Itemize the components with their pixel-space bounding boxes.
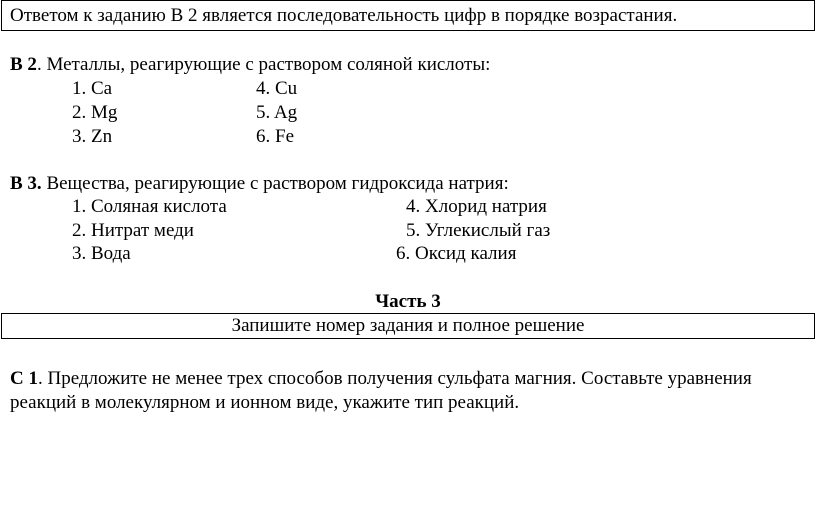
b2-option-6: 6. Fe [256,126,294,147]
c1-text-1: . Предложите не менее трех способов получения сульфата магния. Составьте уравнения [37,368,752,389]
b3-label: В 3. [10,173,42,194]
c1-label: С 1 [10,368,38,389]
b2-option-2: 2. Mg [72,102,118,123]
b3-option-4: 4. Хлорид натрия [406,196,547,217]
part3-box-text: Запишите номер задания и полное решение [231,315,585,336]
b2-option-3: 3. Zn [72,126,113,147]
b2-question-text: . Металлы, реагирующие с раствором соляной кислоты: [36,54,491,75]
instruction-text: Ответом к заданию В 2 является последовательность цифр в порядке возрастания. [10,5,678,26]
b3-option-1: 1. Соляная кислота [72,196,227,217]
b2-option-5: 5. Ag [256,102,298,123]
c1-line2: реакций в молекулярном и ионном виде, укажите тип реакций. [10,392,520,413]
b2-label: В 2 [10,54,37,75]
b2-option-1: 1. Ca [72,78,113,99]
part3-heading: Часть 3 [375,291,441,312]
b3-question-text: Вещества, реагирующие с раствором гидроксида натрия: [41,173,509,194]
b3-question [10,172,509,196]
b3-option-2: 2. Нитрат меди [72,220,194,241]
b2-question [10,53,490,77]
b2-option-4: 4. Cu [256,78,298,99]
b3-option-6: 6. Оксид калия [396,243,517,264]
b3-option-5: 5. Углекислый газ [406,220,551,241]
b3-option-3: 3. Вода [72,243,131,264]
c1-line1 [10,367,752,391]
